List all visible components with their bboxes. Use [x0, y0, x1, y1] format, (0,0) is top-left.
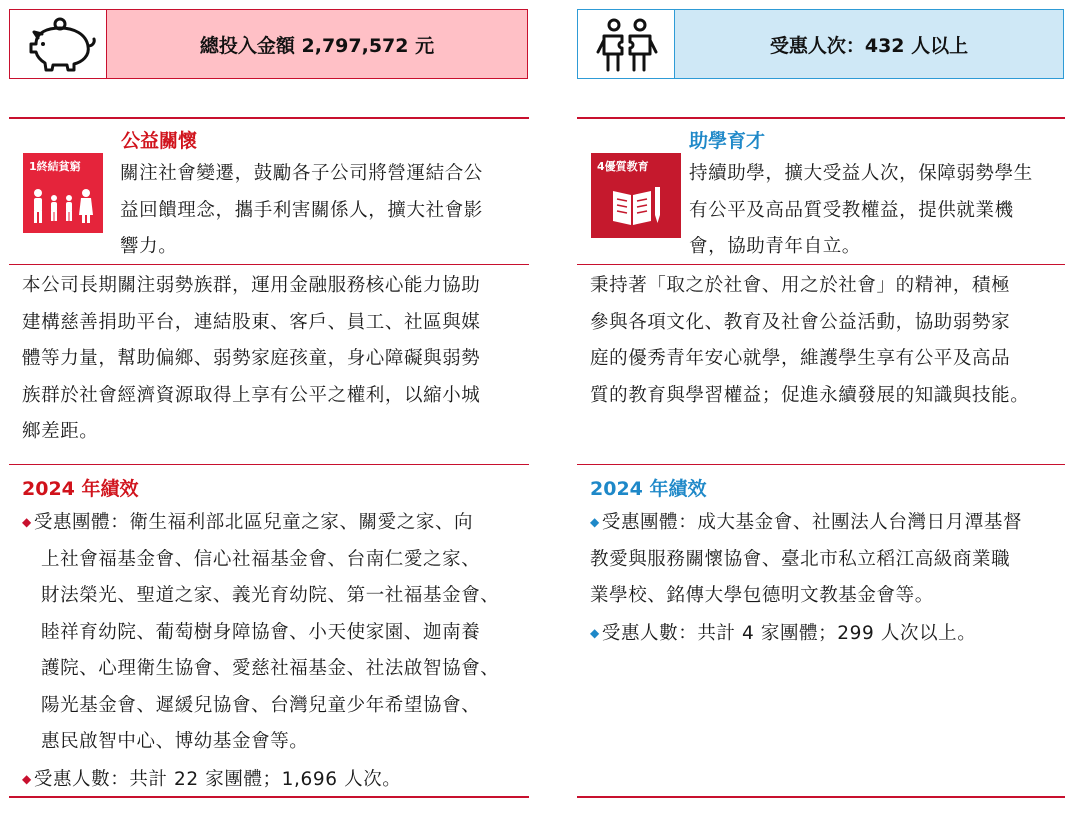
- right-perf-item-groups: [590, 504, 1022, 615]
- left-perf-line: 財法榮光、聖道之家、義光育幼院、第一社福基金會、: [41, 585, 500, 606]
- left-body-paragraph: [22, 268, 480, 451]
- left-section-description: [120, 156, 483, 266]
- right-body-paragraph: [590, 268, 1029, 414]
- left-perf-item-groups: [22, 504, 499, 761]
- piggy-bank-icon: [10, 10, 106, 78]
- right-summary-icon-box: [577, 9, 675, 79]
- left-desc-line: 益回饋理念，攜手利害關係人，擴大社會影: [120, 199, 483, 221]
- right-perf-divider: [577, 464, 1065, 465]
- right-desc-divider: [577, 264, 1065, 265]
- right-perf-item-count: [590, 615, 1022, 653]
- left-summary-text: 總投入金額 2,797,572 元: [199, 34, 435, 57]
- left-perf-line: 睦祥育幼院、葡萄樹身障協會、小天使家園、迦南養: [41, 621, 481, 643]
- left-desc-line: 關注社會變遷，鼓勵各子公司將營運結合公: [120, 163, 483, 184]
- left-perf-item-count: [22, 761, 499, 799]
- left-body-line: 族群於社會經濟資源取得上享有公平之權利，以縮小城: [22, 384, 481, 406]
- right-perf-count-text: 受惠人數：共計 4 家團體；299 人次以上。: [601, 622, 977, 644]
- family-icon: [29, 187, 97, 227]
- diamond-bullet-icon: ◆: [590, 515, 600, 529]
- left-sdg-label: 1終結貧窮: [29, 160, 81, 173]
- right-summary-beneficiaries: [674, 9, 1064, 79]
- right-perf-list: [590, 504, 1022, 652]
- left-body-line: 本公司長期關注弱勢族群，運用金融服務核心能力協助: [22, 275, 481, 296]
- left-perf-count-text: 受惠人數：共計 22 家團體；1,696 人次。: [33, 768, 402, 790]
- left-perf-line: 受惠團體：衛生福利部北區兒童之家、關愛之家、向: [33, 512, 474, 533]
- left-perf-line: 陽光基金會、遲緩兒協會、台灣兒童少年希望協會、: [41, 694, 481, 716]
- left-body-line: 體等力量，幫助偏鄉、弱勢家庭孩童，身心障礙與弱勢: [22, 348, 481, 369]
- left-summary-icon-box: [9, 9, 107, 79]
- left-body-line: 鄉差距。: [22, 421, 99, 442]
- right-section-divider: [577, 117, 1065, 119]
- right-section-title: 助學育才: [689, 130, 766, 152]
- right-sdg-badge: [591, 153, 681, 238]
- right-perf-line: 教愛與服務關懷協會、臺北市私立稻江高級商業職: [590, 548, 1011, 570]
- left-section-title: 公益關懷: [121, 130, 198, 152]
- left-desc-divider: [9, 264, 529, 265]
- left-perf-line: 惠民啟智中心、博幼基金會等。: [41, 731, 309, 752]
- diamond-bullet-icon: ◆: [22, 515, 32, 529]
- right-body-line: 質的教育與學習權益；促進永續發展的知識與技能。: [590, 384, 1030, 406]
- right-desc-line: 有公平及高品質受教權益，提供就業機: [689, 199, 1014, 221]
- right-body-line: 秉持著「取之於社會、用之於社會」的精神，積極: [590, 275, 1011, 296]
- right-perf-line: 業學校、銘傳大學包德明文教基金會等。: [590, 585, 934, 606]
- left-perf-list: [22, 504, 499, 798]
- right-sdg-label: 4優質教育: [597, 160, 649, 173]
- left-desc-line: 響力。: [120, 236, 178, 257]
- right-perf-title: 2024 年績效: [590, 478, 707, 500]
- left-perf-divider: [9, 464, 529, 465]
- left-perf-line: 護院、心理衛生協會、愛慈社福基金、社法啟智協會、: [41, 658, 500, 679]
- right-body-line: 庭的優秀青年安心就學，維護學生享有公平及高品: [590, 348, 1011, 369]
- left-sdg-badge: [23, 153, 103, 233]
- diamond-bullet-icon: ◆: [590, 625, 600, 640]
- left-body-line: 建構慈善捐助平台，連結股東、客戶、員工、社區與媒: [22, 311, 481, 333]
- left-section-divider: [9, 117, 529, 119]
- right-bottom-rule: [577, 796, 1065, 798]
- right-perf-line: 受惠團體：成大基金會、社團法人台灣日月潭基督: [601, 512, 1023, 533]
- left-summary-total: [106, 9, 528, 79]
- right-desc-line: 持續助學，擴大受益人次，保障弱勢學生: [689, 163, 1033, 184]
- diamond-bullet-icon: ◆: [22, 771, 32, 786]
- left-perf-line: 上社會福基金會、信心社福基金會、台南仁愛之家、: [41, 548, 481, 570]
- right-section-description: [689, 156, 1033, 266]
- left-bottom-rule: [9, 796, 529, 798]
- left-perf-title: 2024 年績效: [22, 478, 139, 500]
- book-pencil-icon: [611, 185, 663, 227]
- right-body-line: 參與各項文化、教育及社會公益活動，協助弱勢家: [590, 311, 1011, 333]
- people-puzzle-icon: [578, 10, 674, 78]
- right-summary-text: 受惠人次：432 人以上: [769, 34, 969, 57]
- right-desc-line: 會，協助青年自立。: [689, 236, 861, 257]
